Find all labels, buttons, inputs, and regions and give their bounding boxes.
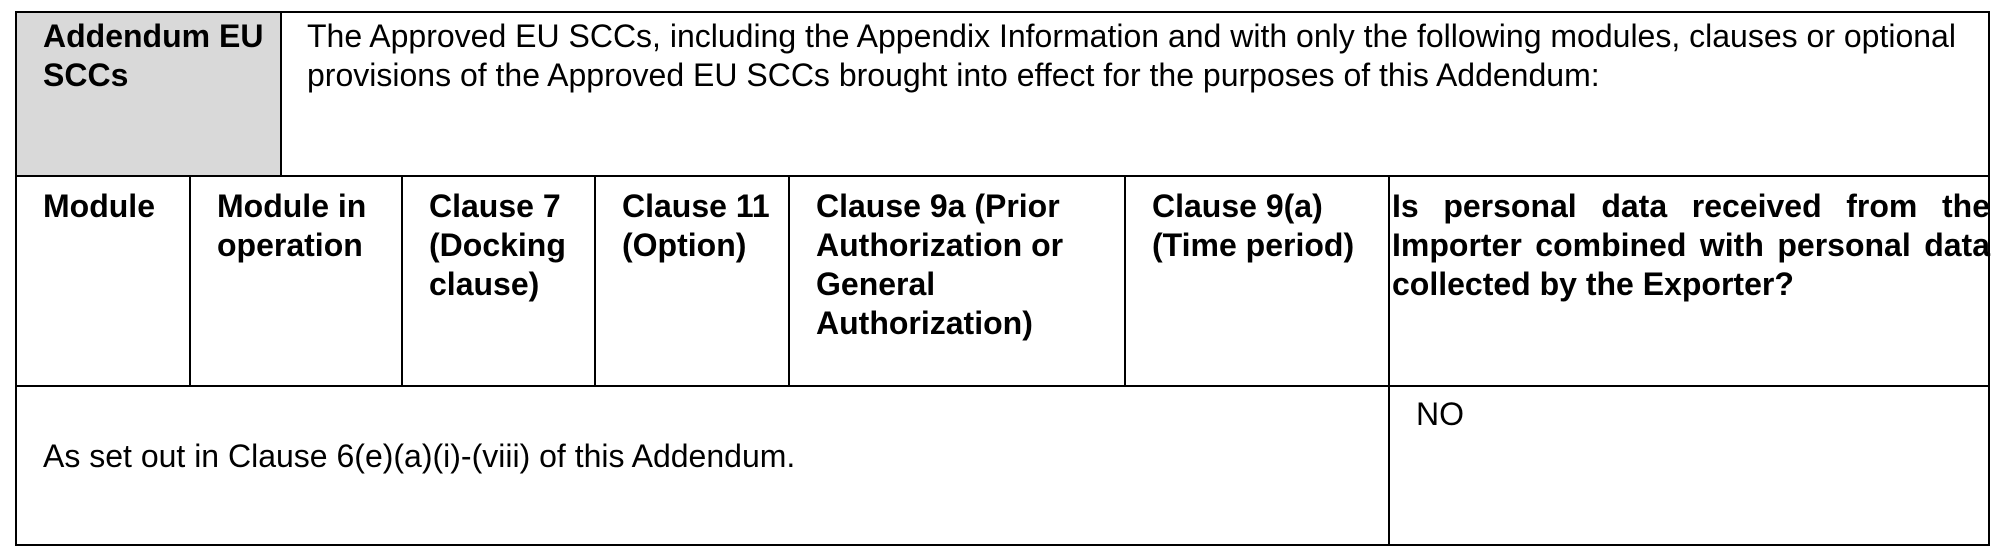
header-clause-7: Clause 7 (Docking clause) [429, 188, 566, 302]
header-clause-11: Clause 11 (Option) [622, 188, 770, 263]
header-personal-data-combined: Is personal data received from the Importer combined with personal data collected by the Exporter? [1392, 188, 1990, 302]
header-clause-9a-time-period: Clause 9(a) (Time period) [1152, 188, 1355, 263]
addendum-table [15, 11, 1990, 546]
header-clause-9a: Clause 9a (Prior Authorization or General Authorization) [816, 188, 1064, 341]
merged-value-cell: As set out in Clause 6(e)(a)(i)-(viii) of this Addendum. [43, 438, 796, 474]
header-module: Module [43, 188, 155, 224]
combined-answer-cell: NO [1416, 396, 1464, 432]
addendum-label: Addendum EU SCCs [17, 13, 282, 175]
header-module-in-operation: Module in operation [217, 188, 367, 263]
addendum-intro-text: The Approved EU SCCs, including the Appendix Information and with only the following modules, clauses or optional provisions of the Approved EU SCCs brought into effect for the purposes of this Addendum: [307, 18, 1956, 93]
